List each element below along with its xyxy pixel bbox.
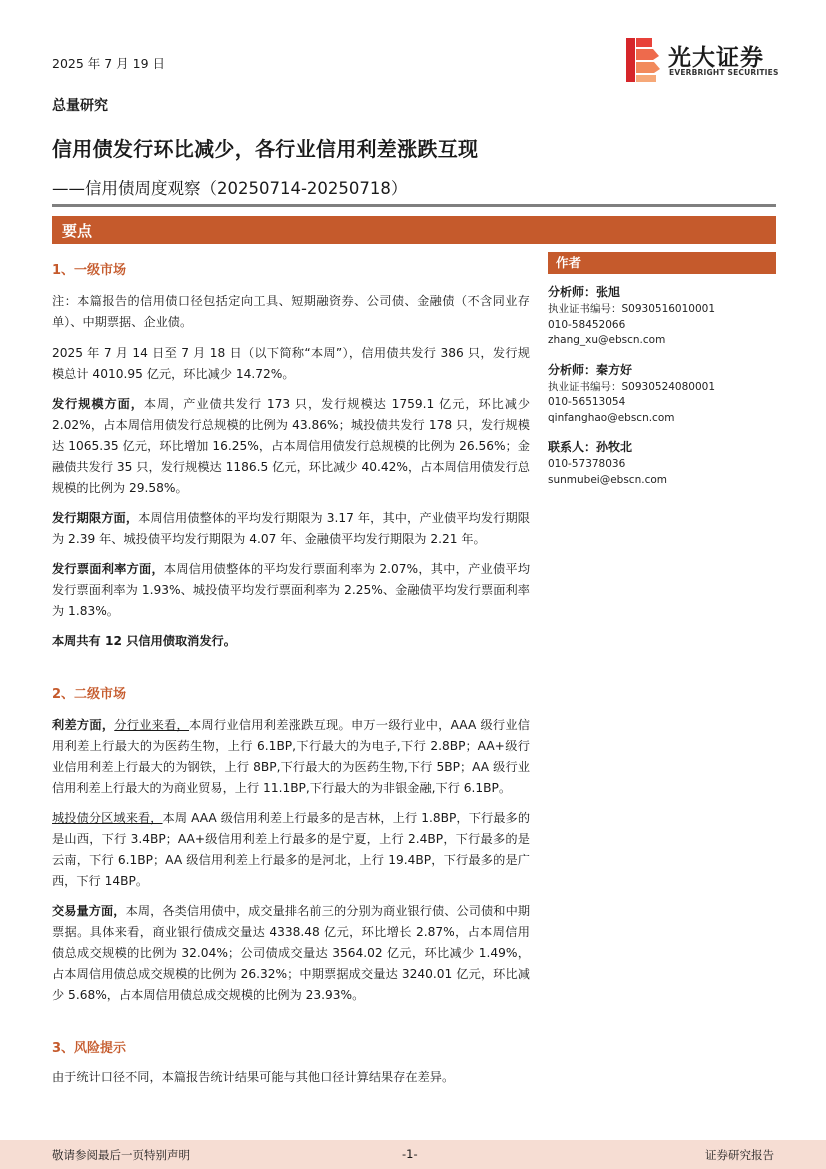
report-category: 总量研究	[52, 98, 108, 114]
title-divider	[52, 204, 776, 207]
spread-paragraph	[52, 715, 530, 799]
issuance-summary: 2025 年 7 月 14 日至 7 月 18 日（以下简称“本周”），信用债共发行 386 只，发行规模总计 4010.95 亿元，环比减少 14.72%。	[52, 346, 530, 381]
page-number: -1-	[402, 1147, 418, 1161]
author-card	[548, 360, 776, 427]
contact-phone: 010-57378036	[548, 458, 626, 470]
spread-by-industry-label: 分行业来看，	[114, 718, 190, 732]
author-cert: 执业证书编号：S0930516010001	[548, 303, 716, 315]
issuance-scale-body: 本周，产业债共发行 173 只，发行规模达 1759.1 亿元，环比减少 2.02%，占本周信用债发行总规模的比例为 43.86%；城投债共发行 178 只，发行规模达 1065.35 亿元，环比增加 16.25%，占本周信用债发行总规模的比例为 26.56%；金融债共发行 35 只，发行规模达 1186.5 亿元，环比减少 40.42%，占本周信用债发行总规模的比例为 29.58%。	[52, 397, 531, 495]
spread-lead: 利差方面，	[52, 718, 115, 732]
issuance-scale-paragraph	[52, 394, 530, 499]
chengtou-spread-paragraph	[52, 808, 530, 892]
author-email[interactable]: zhang_xu@ebscn.com	[548, 334, 666, 346]
keypoints-banner	[52, 216, 776, 244]
authors-header: 作者	[548, 252, 776, 274]
main-content	[52, 262, 530, 1088]
company-logo	[626, 38, 779, 82]
contact-card	[548, 437, 776, 488]
section-primary-market-title: 1、一级市场	[52, 263, 127, 278]
section-secondary-market-title: 2、二级市场	[52, 687, 127, 702]
coupon-rate-body: 本周信用债整体的平均发行票面利率为 2.07%，其中，产业债平均发行票面利率为 1.93%、城投债平均发行票面利率为 2.25%、金融债平均发行票面利率为 1.83%。	[52, 562, 531, 618]
cancelled-issuance: 本周共有 12 只信用债取消发行。	[52, 634, 236, 648]
report-subtitle: ——信用债周度观察（20250714-20250718）	[52, 179, 408, 198]
issuance-scale-lead: 发行规模方面，	[52, 397, 144, 411]
logo-name-cn: 光大证券	[668, 45, 764, 71]
trading-volume-body: 本周，各类信用债中，成交量排名前三的分别为商业银行债、公司债和中期票据。具体来看，商业银行债成交量达 4338.48 亿元，环比增长 2.87%，占本周信用债总成交规模的比例为 32.04%；公司债成交量达 3564.02 亿元，环比减少 1.49%，占本周信用债总成交规模的比例为 26.32%；中期票据成交量达 3240.01 亿元，环比减少 5.68%，占本周信用债总成交规模的比例为 23.93%。	[52, 904, 531, 1002]
keypoints-label: 要点	[62, 222, 93, 240]
coupon-rate-lead: 发行票面利率方面，	[52, 562, 164, 576]
author-name: 分析师：张旭	[548, 285, 621, 299]
trading-volume-lead: 交易量方面，	[52, 904, 126, 918]
logo-name-en: EVERBRIGHT SECURITIES	[669, 68, 779, 77]
footer-disclaimer-link[interactable]: 敬请参阅最后一页特别声明	[52, 1148, 190, 1162]
contact-name: 联系人：孙牧北	[548, 440, 633, 454]
chengtou-by-region-label: 城投债分区域来看，	[52, 811, 163, 825]
scope-note: 注：本篇报告的信用债口径包括定向工具、短期融资券、公司债、金融债（不含同业存单）、中期票据、企业债。	[52, 294, 530, 329]
contact-email[interactable]: sunmubei@ebscn.com	[548, 473, 667, 486]
trading-volume-paragraph	[52, 901, 530, 1006]
author-phone: 010-58452066	[548, 318, 626, 331]
report-date: 2025 年 7 月 19 日	[52, 56, 166, 71]
author-name: 分析师：秦方好	[548, 362, 633, 377]
page-footer	[0, 1140, 826, 1169]
issuance-term-paragraph	[52, 508, 530, 550]
authors-panel	[548, 252, 776, 488]
section-risk-title: 3、风险提示	[52, 1041, 127, 1056]
report-title: 信用债发行环比减少，各行业信用利差涨跌互现	[52, 137, 479, 161]
spread-body: 本周行业信用利差涨跌互现。申万一级行业中，AAA 级行业信用利差上行最大的为医药生物，上行 6.1BP,下行最大的为电子,下行 2.8BP；AA+级行业信用利差上行最大的为钢铁，上行 8BP,下行最大的为医药生物,下行 5BP；AA 级行业信用利差上行最大的为商业贸易，上行 11.1BP,下行最大的为非银金融,下行 6.1BP。	[52, 718, 530, 795]
issuance-term-body: 本周信用债整体的平均发行期限为 3.17 年，其中，产业债平均发行期限为 2.39 年、城投债平均发行期限为 4.07 年、金融债平均发行期限为 2.21 年。	[52, 511, 530, 546]
author-email[interactable]: qinfanghao@ebscn.com	[548, 411, 675, 424]
everbright-logo-icon	[626, 38, 662, 82]
issuance-term-lead: 发行期限方面，	[52, 511, 139, 525]
author-card	[548, 282, 776, 349]
risk-disclaimer: 由于统计口径不同，本篇报告统计结果可能与其他口径计算结果存在差异。	[52, 1070, 455, 1084]
coupon-rate-paragraph	[52, 559, 530, 622]
chengtou-spread-body: 本周 AAA 级信用利差上行最多的是吉林，上行 1.8BP，下行最多的是山西，下行 3.4BP；AA+级信用利差上行最多的是宁夏，上行 2.4BP，下行最多的是云南，下行 6.1BP；AA 级信用利差上行最多的是河北，上行 19.4BP，下行最多的是广西，下行 14BP。	[52, 811, 531, 888]
footer-report-type: 证券研究报告	[705, 1148, 774, 1162]
author-cert: 执业证书编号：S0930524080001	[548, 380, 716, 393]
author-phone: 010-56513054	[548, 396, 626, 408]
